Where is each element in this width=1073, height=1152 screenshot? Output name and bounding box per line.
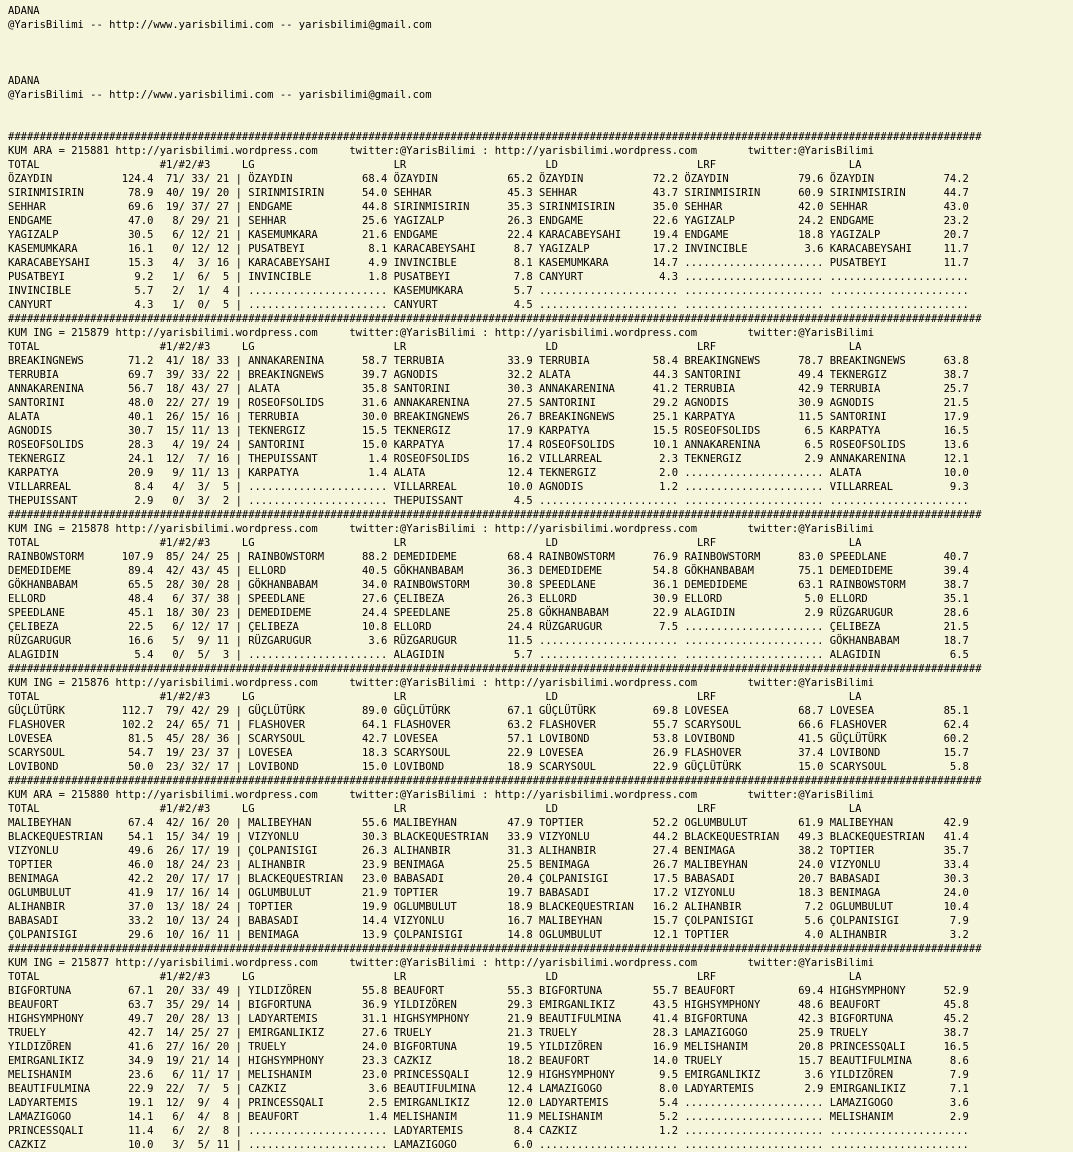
result-row: EMIRGANLIKIZ 34.9 19/ 21/ 14 | HIGHSYMPHONY 23.3 CAZKIZ 18.2 BEAUFORT 14.0 TRUELY 15.7 BEAUTIFULMINA 8.6 bbox=[8, 1055, 969, 1067]
result-row: RÜZGARUGUR 16.6 5/ 9/ 11 | RÜZGARUGUR 3.6 RÜZGARUGUR 11.5 ...................... ...................... GÖKHANBABAM 18.7 bbox=[8, 635, 969, 647]
separator-line: ########################################################################################################################################################## bbox=[8, 131, 982, 143]
result-row: KARPATYA 20.9 9/ 11/ 13 | KARPATYA 1.4 ALATA 12.4 TEKNERGIZ 2.0 ...................... ALATA 10.0 bbox=[8, 467, 969, 479]
result-row: MELISHANIM 23.6 6/ 11/ 17 | MELISHANIM 23.0 PRINCESSQALI 12.9 HIGHSYMPHONY 9.5 EMIRGANLIKIZ 3.6 YILDIZÖREN 7.9 bbox=[8, 1069, 969, 1081]
header-line bbox=[8, 102, 1073, 116]
column-header: TOTAL #1/#2/#3 LG LR LD LRF LA bbox=[8, 803, 862, 815]
column-header: TOTAL #1/#2/#3 LG LR LD LRF LA bbox=[8, 159, 862, 171]
result-row: LOVIBOND 50.0 23/ 32/ 17 | LOVIBOND 15.0 LOVIBOND 18.9 SCARYSOUL 22.9 GÜÇLÜTÜRK 15.0 SCARYSOUL 5.8 bbox=[8, 761, 969, 773]
separator-line: ########################################################################################################################################################## bbox=[8, 509, 982, 521]
column-header: TOTAL #1/#2/#3 LG LR LD LRF LA bbox=[8, 691, 862, 703]
result-row: BEAUFORT 63.7 35/ 29/ 14 | BIGFORTUNA 36.9 YILDIZÖREN 29.3 EMIRGANLIKIZ 43.5 HIGHSYMPHONY 48.6 BEAUFORT 45.8 bbox=[8, 999, 969, 1011]
separator-line: ########################################################################################################################################################## bbox=[8, 943, 982, 955]
header-line: @YarisBilimi -- http://www.yarisbilimi.com -- yarisbilimi@gmail.com bbox=[8, 89, 432, 101]
header-line bbox=[8, 60, 1073, 74]
result-row: BABASADI 33.2 10/ 13/ 24 | BABASADI 14.4 VIZYONLU 16.7 MALIBEYHAN 15.7 ÇOLPANISIGI 5.6 ÇOLPANISIGI 7.9 bbox=[8, 915, 969, 927]
column-header: TOTAL #1/#2/#3 LG LR LD LRF LA bbox=[8, 537, 862, 549]
result-row: TERRUBIA 69.7 39/ 33/ 22 | BREAKINGNEWS 39.7 AGNODIS 32.2 ALATA 44.3 SANTORINI 49.4 TEKNERGIZ 38.7 bbox=[8, 369, 969, 381]
result-row: HIGHSYMPHONY 49.7 20/ 28/ 13 | LADYARTEMIS 31.1 HIGHSYMPHONY 21.9 BEAUTIFULMINA 41.4 BIGFORTUNA 42.3 BIGFORTUNA 45.2 bbox=[8, 1013, 969, 1025]
result-row: SEHHAR 69.6 19/ 37/ 27 | ENDGAME 44.8 SIRINMISIRIN 35.3 SIRINMISIRIN 35.0 SEHHAR 42.0 SEHHAR 43.0 bbox=[8, 201, 969, 213]
result-row: ÇELIBEZA 22.5 6/ 12/ 17 | ÇELIBEZA 10.8 ELLORD 24.4 RÜZGARUGUR 7.5 ...................... ÇELIBEZA 21.5 bbox=[8, 621, 969, 633]
header-line: ADANA bbox=[8, 75, 40, 87]
result-row: ANNAKARENINA 56.7 18/ 43/ 27 | ALATA 35.8 SANTORINI 30.3 ANNAKARENINA 41.2 TERRUBIA 42.9 TERRUBIA 25.7 bbox=[8, 383, 969, 395]
result-row: SIRINMISIRIN 78.9 40/ 19/ 20 | SIRINMISIRIN 54.0 SEHHAR 45.3 SEHHAR 43.7 SIRINMISIRIN 60.9 SIRINMISIRIN 44.7 bbox=[8, 187, 969, 199]
result-row: GÜÇLÜTÜRK 112.7 79/ 42/ 29 | GÜÇLÜTÜRK 89.0 GÜÇLÜTÜRK 67.1 GÜÇLÜTÜRK 69.8 LOVESEA 68.7 LOVESEA 85.1 bbox=[8, 705, 969, 717]
header-line bbox=[8, 46, 1073, 60]
result-row: INVINCIBLE 5.7 2/ 1/ 4 | ...................... KASEMUMKARA 5.7 ...................... ...................... ...................... bbox=[8, 285, 969, 297]
result-row: PRINCESSQALI 11.4 6/ 2/ 8 | ...................... LADYARTEMIS 8.4 CAZKIZ 1.2 ...................... ...................... bbox=[8, 1125, 969, 1137]
result-row: BREAKINGNEWS 71.2 41/ 18/ 33 | ANNAKARENINA 58.7 TERRUBIA 33.9 TERRUBIA 58.4 BREAKINGNEWS 78.7 BREAKINGNEWS 63.8 bbox=[8, 355, 969, 367]
result-row: ELLORD 48.4 6/ 37/ 38 | SPEEDLANE 27.6 ÇELIBEZA 26.3 ELLORD 30.9 ELLORD 5.0 ELLORD 35.1 bbox=[8, 593, 969, 605]
result-row: ALIHANBIR 37.0 13/ 18/ 24 | TOPTIER 19.9 OGLUMBULUT 18.9 BLACKEQUESTRIAN 16.2 ALIHANBIR 7.2 OGLUMBULUT 10.4 bbox=[8, 901, 969, 913]
separator-line: ########################################################################################################################################################## bbox=[8, 775, 982, 787]
result-row: ENDGAME 47.0 8/ 29/ 21 | SEHHAR 25.6 YAGIZALP 26.3 ENDGAME 22.6 YAGIZALP 24.2 ENDGAME 23.2 bbox=[8, 215, 969, 227]
result-row: MALIBEYHAN 67.4 42/ 16/ 20 | MALIBEYHAN 55.6 MALIBEYHAN 47.9 TOPTIER 52.2 OGLUMBULUT 61.9 MALIBEYHAN 42.9 bbox=[8, 817, 969, 829]
result-row: ÖZAYDIN 124.4 71/ 33/ 21 | ÖZAYDIN 68.4 ÖZAYDIN 65.2 ÖZAYDIN 72.2 ÖZAYDIN 79.6 ÖZAYDIN 74.2 bbox=[8, 173, 969, 185]
result-row: BIGFORTUNA 67.1 20/ 33/ 49 | YILDIZÖREN 55.8 BEAUFORT 55.3 BIGFORTUNA 55.7 BEAUFORT 69.4 HIGHSYMPHONY 52.9 bbox=[8, 985, 969, 997]
result-row: FLASHOVER 102.2 24/ 65/ 71 | FLASHOVER 64.1 FLASHOVER 63.2 FLASHOVER 55.7 SCARYSOUL 66.6 FLASHOVER 62.4 bbox=[8, 719, 969, 731]
result-row: KARACABEYSAHI 15.3 4/ 3/ 16 | KARACABEYSAHI 4.9 INVINCIBLE 8.1 KASEMUMKARA 14.7 ...................... PUSATBEYI 11.7 bbox=[8, 257, 969, 269]
race-title: KUM ING = 215878 http://yarisbilimi.wordpress.com twitter:@YarisBilimi : http://yarisbilimi.wordpress.com twitter:@YarisBilimi bbox=[8, 523, 875, 535]
result-row: TEKNERGIZ 24.1 12/ 7/ 16 | THEPUISSANT 1.4 ROSEOFSOLIDS 16.2 VILLARREAL 2.3 TEKNERGIZ 2.9 ANNAKARENINA 12.1 bbox=[8, 453, 969, 465]
result-row: ÇOLPANISIGI 29.6 10/ 16/ 11 | BENIMAGA 13.9 ÇOLPANISIGI 14.8 OGLUMBULUT 12.1 TOPTIER 4.0 ALIHANBIR 3.2 bbox=[8, 929, 969, 941]
result-row: TRUELY 42.7 14/ 25/ 27 | EMIRGANLIKIZ 27.6 TRUELY 21.3 TRUELY 28.3 LAMAZIGOGO 25.9 TRUELY 38.7 bbox=[8, 1027, 969, 1039]
result-row: GÖKHANBABAM 65.5 28/ 30/ 28 | GÖKHANBABAM 34.0 RAINBOWSTORM 30.8 SPEEDLANE 36.1 DEMEDIDEME 63.1 RAINBOWSTORM 38.7 bbox=[8, 579, 969, 591]
result-row: YAGIZALP 30.5 6/ 12/ 21 | KASEMUMKARA 21.6 ENDGAME 22.4 KARACABEYSAHI 19.4 ENDGAME 18.8 YAGIZALP 20.7 bbox=[8, 229, 969, 241]
result-row: TOPTIER 46.0 18/ 24/ 23 | ALIHANBIR 23.9 BENIMAGA 25.5 BENIMAGA 26.7 MALIBEYHAN 24.0 VIZYONLU 33.4 bbox=[8, 859, 969, 871]
result-row: VIZYONLU 49.6 26/ 17/ 19 | ÇOLPANISIGI 26.3 ALIHANBIR 31.3 ALIHANBIR 27.4 BENIMAGA 38.2 TOPTIER 35.7 bbox=[8, 845, 969, 857]
result-row: CAZKIZ 10.0 3/ 5/ 11 | ...................... LAMAZIGOGO 6.0 ...................... ...................... ...................... bbox=[8, 1139, 969, 1151]
result-row: BEAUTIFULMINA 22.9 22/ 7/ 5 | CAZKIZ 3.6 BEAUTIFULMINA 12.4 LAMAZIGOGO 8.0 LADYARTEMIS 2.9 EMIRGANLIKIZ 7.1 bbox=[8, 1083, 969, 1095]
result-row: VILLARREAL 8.4 4/ 3/ 5 | ...................... VILLARREAL 10.0 AGNODIS 1.2 ...................... VILLARREAL 9.3 bbox=[8, 481, 969, 493]
result-row: CANYURT 4.3 1/ 0/ 5 | ...................... CANYURT 4.5 ...................... ...................... ...................... bbox=[8, 299, 969, 311]
result-row: THEPUISSANT 2.9 0/ 3/ 2 | ...................... THEPUISSANT 4.5 ...................... ...................... ...................... bbox=[8, 495, 969, 507]
header-line: ADANA bbox=[8, 5, 40, 17]
result-row: LOVESEA 81.5 45/ 28/ 36 | SCARYSOUL 42.7 LOVESEA 57.1 LOVIBOND 53.8 LOVIBOND 41.5 GÜÇLÜTÜRK 60.2 bbox=[8, 733, 969, 745]
race-title: KUM ARA = 215881 http://yarisbilimi.wordpress.com twitter:@YarisBilimi : http://yarisbilimi.wordpress.com twitter:@YarisBilimi bbox=[8, 145, 875, 157]
separator-line: ########################################################################################################################################################## bbox=[8, 313, 982, 325]
result-row: DEMEDIDEME 89.4 42/ 43/ 45 | ELLORD 40.5 GÖKHANBABAM 36.3 DEMEDIDEME 54.8 GÖKHANBABAM 75.1 DEMEDIDEME 39.4 bbox=[8, 565, 969, 577]
result-row: ALATA 40.1 26/ 15/ 16 | TERRUBIA 30.0 BREAKINGNEWS 26.7 BREAKINGNEWS 25.1 KARPATYA 11.5 SANTORINI 17.9 bbox=[8, 411, 969, 423]
result-row: BENIMAGA 42.2 20/ 17/ 17 | BLACKEQUESTRIAN 23.0 BABASADI 20.4 ÇOLPANISIGI 17.5 BABASADI 20.7 BABASADI 30.3 bbox=[8, 873, 969, 885]
result-row: SANTORINI 48.0 22/ 27/ 19 | ROSEOFSOLIDS 31.6 ANNAKARENINA 27.5 SANTORINI 29.2 AGNODIS 30.9 AGNODIS 21.5 bbox=[8, 397, 969, 409]
header-line: @YarisBilimi -- http://www.yarisbilimi.com -- yarisbilimi@gmail.com bbox=[8, 19, 432, 31]
result-row: SCARYSOUL 54.7 19/ 23/ 37 | LOVESEA 18.3 SCARYSOUL 22.9 LOVESEA 26.9 FLASHOVER 37.4 LOVIBOND 15.7 bbox=[8, 747, 969, 759]
header-line bbox=[8, 116, 1073, 130]
result-row: LADYARTEMIS 19.1 12/ 9/ 4 | PRINCESSQALI 2.5 EMIRGANLIKIZ 12.0 LADYARTEMIS 5.4 ...................... LAMAZIGOGO 3.6 bbox=[8, 1097, 969, 1109]
result-row: ALAGIDIN 5.4 0/ 5/ 3 | ...................... ALAGIDIN 5.7 ...................... ...................... ALAGIDIN 6.5 bbox=[8, 649, 969, 661]
result-row: RAINBOWSTORM 107.9 85/ 24/ 25 | RAINBOWSTORM 88.2 DEMEDIDEME 68.4 RAINBOWSTORM 76.9 RAINBOWSTORM 83.0 SPEEDLANE 40.7 bbox=[8, 551, 969, 563]
result-row: LAMAZIGOGO 14.1 6/ 4/ 8 | BEAUFORT 1.4 MELISHANIM 11.9 MELISHANIM 5.2 ...................... MELISHANIM 2.9 bbox=[8, 1111, 969, 1123]
race-title: KUM ING = 215876 http://yarisbilimi.wordpress.com twitter:@YarisBilimi : http://yarisbilimi.wordpress.com twitter:@YarisBilimi bbox=[8, 677, 875, 689]
race-title: KUM ARA = 215880 http://yarisbilimi.wordpress.com twitter:@YarisBilimi : http://yarisbilimi.wordpress.com twitter:@YarisBilimi bbox=[8, 789, 875, 801]
column-header: TOTAL #1/#2/#3 LG LR LD LRF LA bbox=[8, 971, 862, 983]
separator-line: ########################################################################################################################################################## bbox=[8, 663, 982, 675]
result-row: BLACKEQUESTRIAN 54.1 15/ 34/ 19 | VIZYONLU 30.3 BLACKEQUESTRIAN 33.9 VIZYONLU 44.2 BLACKEQUESTRIAN 49.3 BLACKEQUESTRIAN 41.4 bbox=[8, 831, 969, 843]
column-header: TOTAL #1/#2/#3 LG LR LD LRF LA bbox=[8, 341, 862, 353]
race-title: KUM ING = 215879 http://yarisbilimi.wordpress.com twitter:@YarisBilimi : http://yarisbilimi.wordpress.com twitter:@YarisBilimi bbox=[8, 327, 875, 339]
result-row: ROSEOFSOLIDS 28.3 4/ 19/ 24 | SANTORINI 15.0 KARPATYA 17.4 ROSEOFSOLIDS 10.1 ANNAKARENINA 6.5 ROSEOFSOLIDS 13.6 bbox=[8, 439, 969, 451]
header-line bbox=[8, 32, 1073, 46]
result-row: KASEMUMKARA 16.1 0/ 12/ 12 | PUSATBEYI 8.1 KARACABEYSAHI 8.7 YAGIZALP 17.2 INVINCIBLE 3.6 KARACABEYSAHI 11.7 bbox=[8, 243, 969, 255]
result-row: PUSATBEYI 9.2 1/ 6/ 5 | INVINCIBLE 1.8 PUSATBEYI 7.8 CANYURT 4.3 ...................... ...................... bbox=[8, 271, 969, 283]
race-title: KUM ING = 215877 http://yarisbilimi.wordpress.com twitter:@YarisBilimi : http://yarisbilimi.wordpress.com twitter:@YarisBilimi bbox=[8, 957, 875, 969]
result-row: YILDIZÖREN 41.6 27/ 16/ 20 | TRUELY 24.0 BIGFORTUNA 19.5 YILDIZÖREN 16.9 MELISHANIM 20.8 PRINCESSQALI 16.5 bbox=[8, 1041, 969, 1053]
result-row: SPEEDLANE 45.1 18/ 30/ 23 | DEMEDIDEME 24.4 SPEEDLANE 25.8 GÖKHANBABAM 22.9 ALAGIDIN 2.9 RÜZGARUGUR 28.6 bbox=[8, 607, 969, 619]
result-row: AGNODIS 30.7 15/ 11/ 13 | TEKNERGIZ 15.5 TEKNERGIZ 17.9 KARPATYA 15.5 ROSEOFSOLIDS 6.5 KARPATYA 16.5 bbox=[8, 425, 969, 437]
result-row: OGLUMBULUT 41.9 17/ 16/ 14 | OGLUMBULUT 21.9 TOPTIER 19.7 BABASADI 17.2 VIZYONLU 18.3 BENIMAGA 24.0 bbox=[8, 887, 969, 899]
